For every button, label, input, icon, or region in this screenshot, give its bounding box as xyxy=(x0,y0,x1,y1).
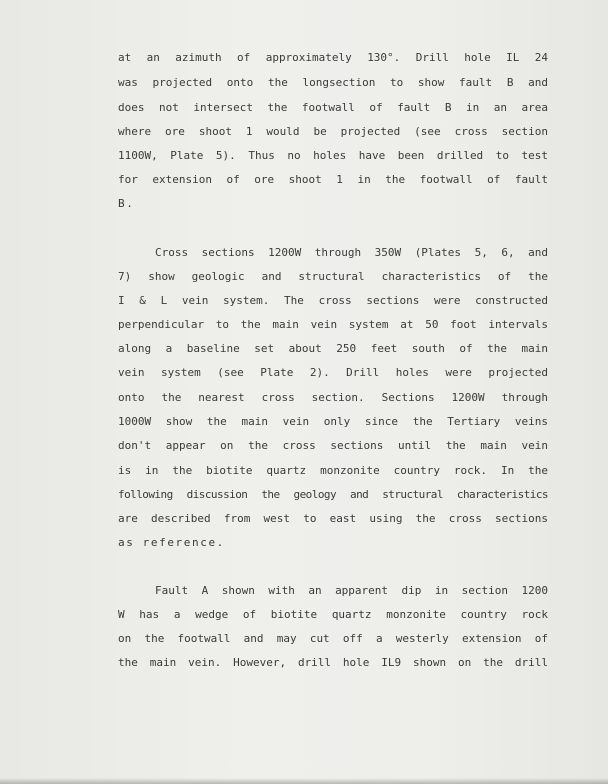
page-bottom-edge xyxy=(0,778,608,784)
text-line: vein system (see Plate 2). Drill holes were projected xyxy=(118,366,548,379)
text-line: I & L vein system. The cross sections were constructed xyxy=(118,294,548,307)
text-line: Cross sections 1200W through 350W (Plates 5, 6, and xyxy=(155,246,548,259)
text-line: B. xyxy=(118,197,135,210)
text-line: 1100W, Plate 5). Thus no holes have been drilled to test xyxy=(118,149,548,162)
text-line: is in the biotite quartz monzonite country rock. In the xyxy=(118,464,548,477)
text-line: where ore shoot 1 would be projected (see cross section xyxy=(118,125,548,138)
text-line: the main vein. However, drill hole IL9 shown on the drill xyxy=(118,656,548,669)
text-line: 7) show geologic and structural characteristics of the xyxy=(118,270,548,283)
text-line: onto the nearest cross section. Sections 1200W through xyxy=(118,391,548,404)
text-line: following discussion the geology and structural characteristics xyxy=(118,488,548,501)
text-line: 1000W show the main vein only since the Tertiary veins xyxy=(118,415,548,428)
text-line: as reference. xyxy=(118,536,225,549)
text-line: are described from west to east using the cross sections xyxy=(118,512,548,525)
text-line: along a baseline set about 250 feet south of the main xyxy=(118,342,548,355)
text-line: Fault A shown with an apparent dip in section 1200 xyxy=(155,584,548,597)
text-line: at an azimuth of approximately 130°. Drill hole IL 24 xyxy=(118,51,548,64)
text-line: don't appear on the cross sections until the main vein xyxy=(118,439,548,452)
text-line: perpendicular to the main vein system at 50 foot intervals xyxy=(118,318,548,331)
text-line: W has a wedge of biotite quartz monzonite country rock xyxy=(118,608,548,621)
text-line: on the footwall and may cut off a westerly extension of xyxy=(118,632,548,645)
text-line: for extension of ore shoot 1 in the footwall of fault xyxy=(118,173,548,186)
text-line: does not intersect the footwall of fault B in an area xyxy=(118,101,548,114)
text-line: was projected onto the longsection to show fault B and xyxy=(118,76,548,89)
